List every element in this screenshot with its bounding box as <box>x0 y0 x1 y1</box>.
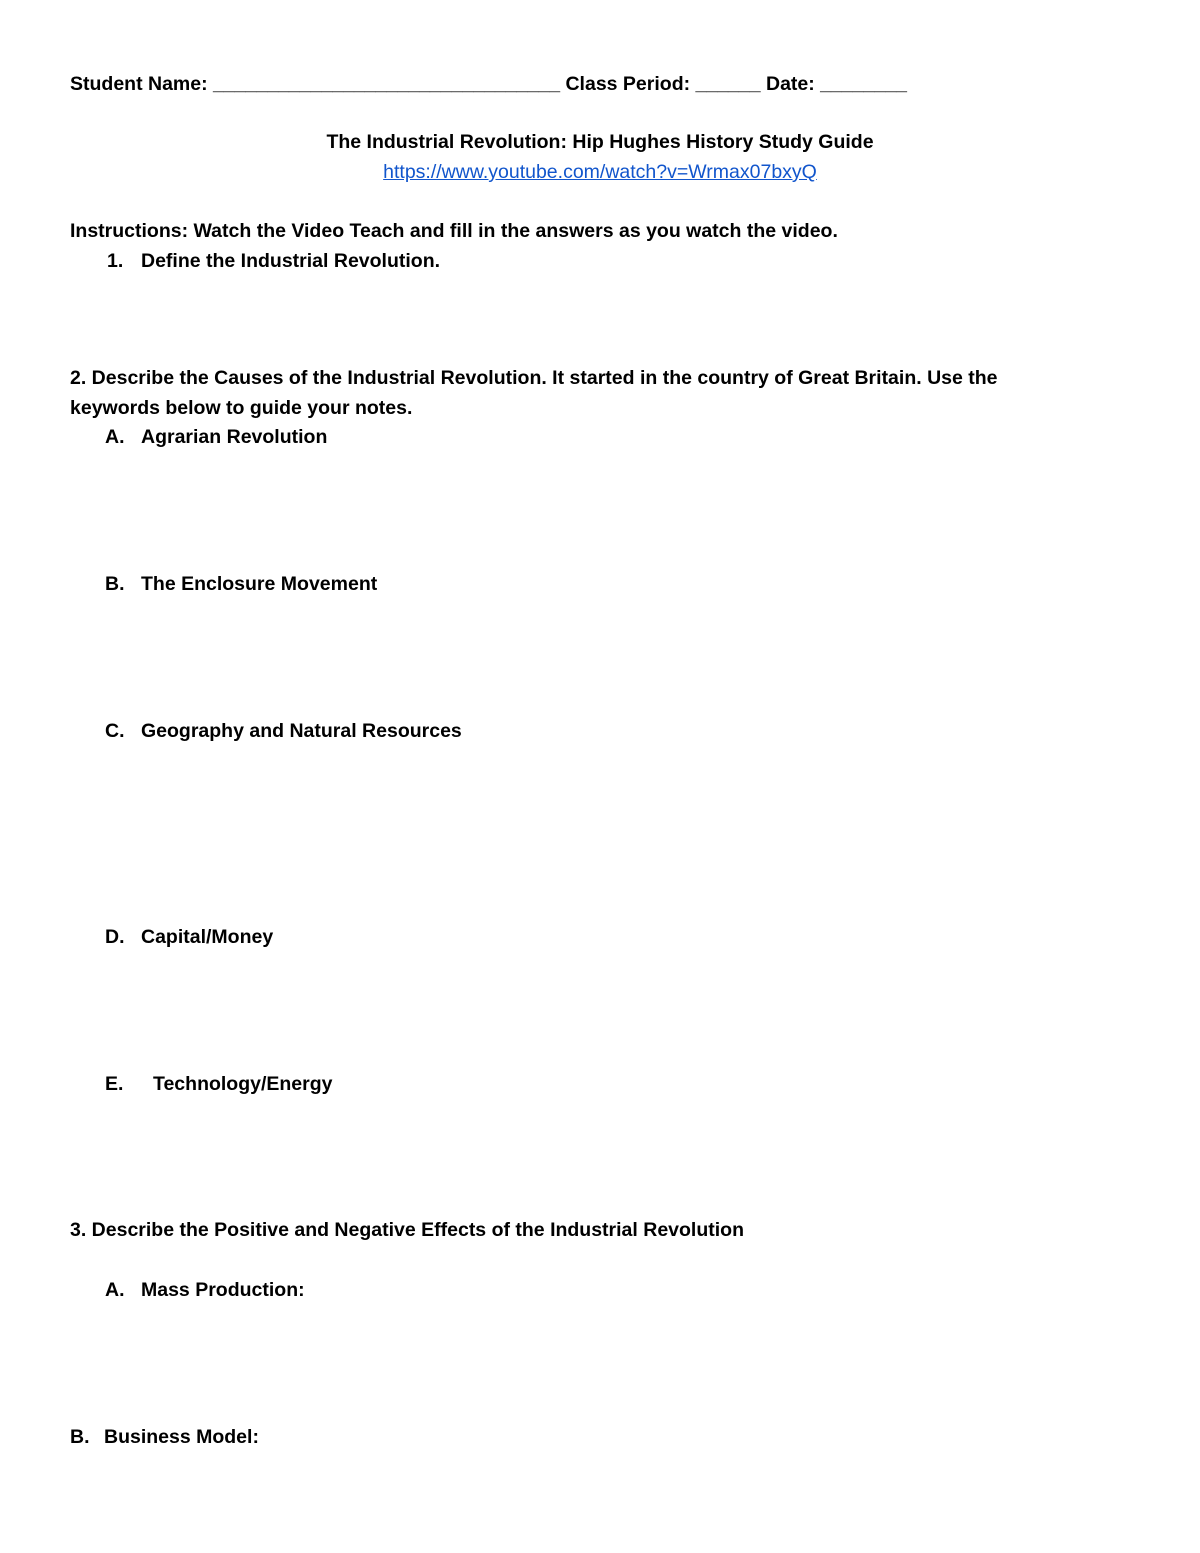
instructions: Instructions: Watch the Video Teach and fill in the answers as you watch the video. <box>70 220 838 242</box>
item-letter: C. <box>105 720 125 742</box>
student-info-line: Student Name: ________________________________ Class Period: ______ Date: ________ <box>70 73 907 95</box>
question-2-item-d <box>105 926 274 948</box>
item-text: Business Model: <box>104 1426 259 1448</box>
item-text: Technology/Energy <box>153 1073 333 1095</box>
item-letter: D. <box>105 926 125 948</box>
item-letter: B. <box>105 573 125 595</box>
question-2-item-a <box>105 426 328 448</box>
item-letter: A. <box>105 426 125 448</box>
question-1-text: Define the Industrial Revolution. <box>141 250 441 272</box>
question-3-item-b <box>70 1426 259 1448</box>
question-2-item-c <box>105 720 462 742</box>
question-2-line-1: 2. Describe the Causes of the Industrial Revolution. It started in the country of Great Britain. Use the <box>70 367 998 389</box>
video-link[interactable]: https://www.youtube.com/watch?v=Wrmax07bxyQ <box>383 161 817 183</box>
item-text: Geography and Natural Resources <box>141 720 462 742</box>
question-1-number: 1. <box>107 250 124 272</box>
question-1 <box>107 250 441 272</box>
question-2-item-b <box>105 573 378 595</box>
item-letter: A. <box>105 1279 125 1301</box>
item-text: The Enclosure Movement <box>141 573 378 595</box>
item-text: Capital/Money <box>141 926 274 948</box>
document-title: The Industrial Revolution: Hip Hughes History Study Guide <box>326 131 874 153</box>
question-2-line-2: keywords below to guide your notes. <box>70 397 413 419</box>
item-letter: E. <box>105 1073 124 1095</box>
item-letter: B. <box>70 1426 90 1448</box>
question-3: 3. Describe the Positive and Negative Effects of the Industrial Revolution <box>70 1219 744 1241</box>
question-3-item-a <box>105 1279 305 1301</box>
question-2-item-e <box>105 1073 333 1095</box>
item-text: Agrarian Revolution <box>141 426 328 448</box>
item-text: Mass Production: <box>141 1279 305 1301</box>
